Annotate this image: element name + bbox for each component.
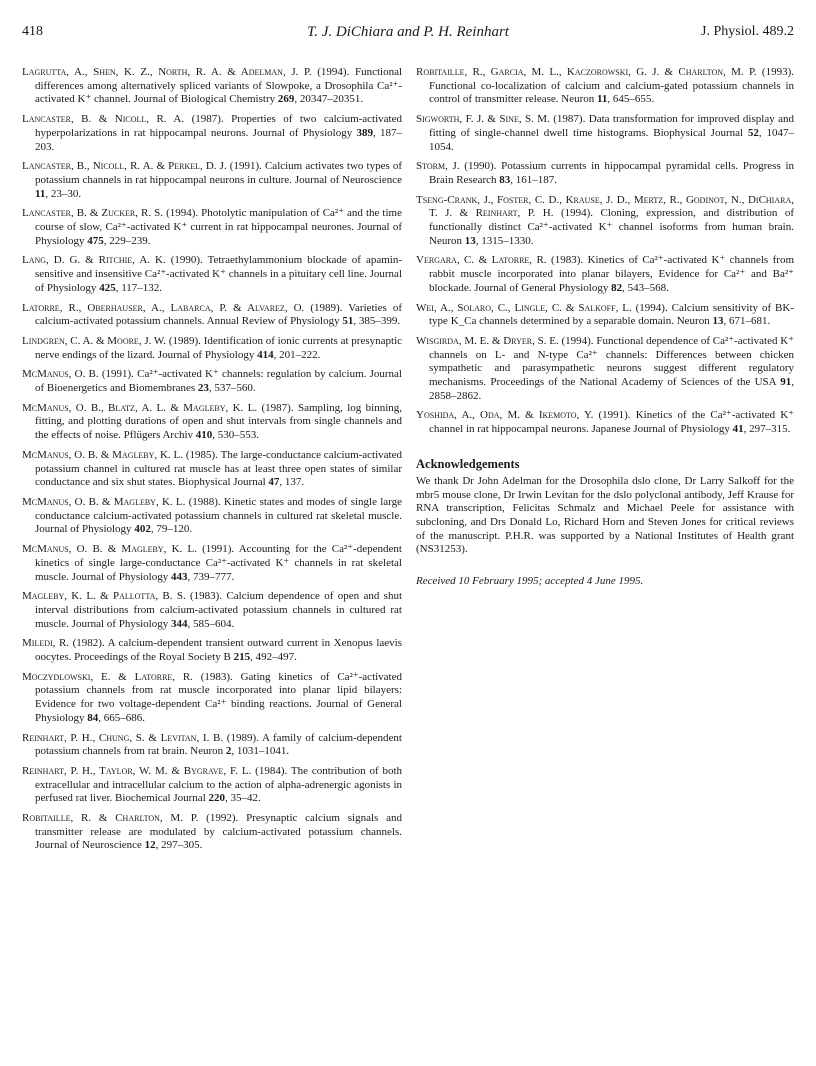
reference-pages: , 161–187. bbox=[510, 173, 557, 186]
reference-pages: , 739–777. bbox=[187, 570, 235, 583]
references-left-column bbox=[22, 66, 402, 859]
reference-entry bbox=[416, 160, 794, 187]
reference-pages: , 665–686. bbox=[98, 711, 146, 724]
references-right-list bbox=[416, 66, 794, 437]
reference-authors: McManus, O. B., Blatz, A. L. & Magleby, K. L. (1987). bbox=[22, 401, 294, 414]
reference-volume: 47 bbox=[268, 476, 280, 489]
reference-volume: 13 bbox=[464, 234, 476, 247]
reference-entry bbox=[22, 207, 402, 248]
reference-authors: McManus, O. B. & Magleby, K. L. (1985). bbox=[22, 448, 218, 461]
reference-volume: 11 bbox=[35, 187, 46, 200]
reference-text: Functional differences among alternatively spliced variants of Slowpoke, a Drosophila Ca²⁺-activated K⁺ channel. Journal of Biological Chemistry bbox=[35, 66, 403, 106]
reference-volume: 13 bbox=[712, 315, 724, 328]
reference-text: Kinetic states and modes of single large conductance calcium-activated potassium channels in cultured rat skeletal muscle. Journal of Physiology bbox=[35, 495, 403, 536]
journal-citation: J. Physiol. 489.2 bbox=[701, 24, 794, 39]
reference-entry bbox=[416, 335, 794, 404]
reference-pages: , 297–315. bbox=[743, 423, 791, 436]
reference-volume: 23 bbox=[197, 382, 209, 395]
reference-volume: 220 bbox=[208, 792, 225, 805]
reference-text: The large-conductance calcium-activated potassium channel in cultured rat muscle has at least three open states of similar conductance and six shut states. Biophysical Journal bbox=[35, 448, 402, 489]
reference-entry bbox=[416, 113, 794, 154]
reference-pages: , 1315–1330. bbox=[475, 234, 534, 247]
reference-text: Functional co-localization of calcium and calcium-gated potassium channels in control of transmitter release. Neuron bbox=[429, 79, 794, 106]
reference-entry bbox=[22, 765, 402, 806]
acknowledgements-heading: Acknowledgements bbox=[416, 456, 520, 471]
reference-pages: , 187–203. bbox=[35, 126, 403, 153]
reference-entry bbox=[22, 671, 402, 726]
reference-volume: 389 bbox=[356, 126, 374, 139]
reference-text: Functional dependence of Ca²⁺-activated K⁺ channels on L- and N-type Ca²⁺ channels: Differences between chicken sympathetic and parasympathetic neurons suggest different regulatory mechanisms. Proceedings of the National Academy of Sciences of the USA bbox=[429, 334, 795, 389]
reference-authors: McManus, O. B. (1991). bbox=[22, 368, 134, 381]
reference-volume: 215 bbox=[233, 651, 251, 664]
reference-pages: , 530–553. bbox=[212, 429, 260, 442]
reference-pages: , 585–604. bbox=[187, 617, 235, 630]
reference-pages: , 20347–20351. bbox=[294, 93, 364, 106]
reference-text: Cloning, expression, and distribution of functionally distinct Ca²⁺-activated K⁺ channel isoforms from human brain. Neuron bbox=[429, 207, 795, 247]
reference-authors: Moczydlowski, E. & Latorre, R. (1983). bbox=[22, 670, 233, 683]
reference-entry bbox=[416, 302, 794, 329]
reference-authors: Tseng-Crank, J., Foster, C. D., Krause, J. D., Mertz, R., Godinot, N., DiChiara, T. J. & Reinhart, P. H. (1994). bbox=[416, 193, 794, 220]
page-header bbox=[22, 24, 794, 44]
reference-pages: , 1047–1054. bbox=[429, 126, 795, 153]
reference-text: Calcium activates two types of potassium channels in rat hippocampal neurons in culture. Journal of Neuroscience bbox=[35, 160, 403, 186]
reference-pages: , 492–497. bbox=[250, 651, 297, 664]
reference-text: The contribution of both extracellular and intracellular calcium to the action of alpha-adrenergic agonists in perfused rat liver. Biochemical Journal bbox=[35, 764, 403, 805]
reference-volume: 402 bbox=[134, 523, 151, 536]
reference-pages: , 23–30. bbox=[45, 187, 82, 200]
reference-entry bbox=[22, 732, 402, 759]
reference-volume: 443 bbox=[170, 570, 188, 583]
reference-pages: , 1031–1041. bbox=[231, 745, 290, 758]
reference-pages: , 2858–2862. bbox=[429, 376, 795, 402]
reference-volume: 41 bbox=[732, 423, 744, 436]
reference-volume: 84 bbox=[87, 711, 99, 724]
reference-authors: Latorre, R., Oberhauser, A., Labarca, P. & Alvarez, O. (1989). bbox=[22, 301, 343, 314]
reference-text: Photolytic manipulation of Ca²⁺ and the time course of slow, Ca²⁺-activated K⁺ current in rat hippocampal neurones. Journal of Physiology bbox=[35, 207, 402, 247]
reference-authors: Miledi, R. (1982). bbox=[22, 637, 105, 650]
reference-authors: Reinhart, P. H., Taylor, W. M. & Bygrave, F. L. (1984). bbox=[22, 764, 288, 777]
reference-pages: , 201–222. bbox=[273, 348, 321, 361]
received-dates: Received 10 February 1995; accepted 4 June 1995. bbox=[416, 575, 644, 588]
page-number: 418 bbox=[22, 24, 43, 39]
running-head-authors: T. J. DiChiara and P. H. Reinhart bbox=[307, 24, 509, 40]
reference-text: Ca²⁺-activated K⁺ channels: regulation by calcium. Journal of Bioenergetics and Biomembranes bbox=[35, 368, 402, 395]
reference-authors: Robitaille, R. & Charlton, M. P. (1992). bbox=[22, 812, 239, 825]
reference-text: Sampling, log binning, fitting, and plotting durations of open and shut intervals from single channels and the effects of noise. Pflügers Archiv bbox=[35, 401, 403, 442]
reference-entry bbox=[22, 254, 402, 295]
reference-volume: 475 bbox=[87, 234, 104, 247]
reference-volume: 82 bbox=[611, 281, 623, 294]
reference-authors: Lancaster, B., Nicoll, R. A. & Perkel, D. J. (1991). bbox=[22, 160, 262, 173]
reference-authors: Lancaster, B. & Nicoll, R. A. (1987). bbox=[22, 113, 224, 126]
reference-pages: , 137. bbox=[279, 476, 305, 489]
reference-pages: , 117–132. bbox=[115, 281, 163, 294]
reference-authors: Sigworth, F. J. & Sine, S. M. (1987). bbox=[416, 113, 586, 126]
reference-authors: Yoshida, A., Oda, M. & Ikemoto, Y. (1991). bbox=[416, 409, 631, 422]
reference-entry bbox=[22, 113, 402, 154]
reference-authors: Wei, A., Solaro, C., Lingle, C. & Salkoff, L. (1994). bbox=[416, 301, 668, 314]
reference-authors: Vergara, C. & Latorre, R. (1983). bbox=[416, 254, 584, 267]
reference-pages: , 297–305. bbox=[155, 839, 203, 852]
reference-volume: 12 bbox=[144, 839, 156, 852]
reference-volume: 269 bbox=[277, 93, 295, 106]
reference-entry bbox=[22, 335, 402, 362]
reference-text: Presynaptic calcium signals and transmitter release are modulated by calcium-activated potassium channels. Journal of Neuroscience bbox=[35, 812, 402, 852]
reference-authors: McManus, O. B. & Magleby, K. L. (1991). bbox=[22, 543, 235, 556]
reference-pages: , 537–560. bbox=[208, 382, 256, 395]
reference-text: Potassium currents in hippocampal pyramidal cells. Progress in Brain Research bbox=[429, 160, 794, 186]
reference-entry bbox=[22, 543, 402, 584]
reference-entry bbox=[416, 254, 794, 295]
reference-text: Identification of ionic currents at presynaptic nerve endings of the lizard. Journal of Physiology bbox=[35, 334, 403, 361]
reference-pages: , 229–239. bbox=[103, 234, 151, 247]
reference-authors: McManus, O. B. & Magleby, K. L. (1988). bbox=[22, 495, 221, 508]
reference-text: A calcium-dependent transient outward current in Xenopus laevis oocytes. Proceedings of the Royal Society B bbox=[35, 637, 402, 664]
reference-authors: Reinhart, P. H., Chung, S. & Levitan, I. B. (1989). bbox=[22, 731, 259, 744]
reference-authors: Lancaster, B. & Zucker, R. S. (1994). bbox=[22, 207, 199, 220]
reference-entry bbox=[22, 812, 402, 853]
reference-text: Properties of two calcium-activated hyperpolarizations in rat hippocampal neurons. Journal of Physiology bbox=[35, 113, 402, 139]
reference-volume: 2 bbox=[225, 745, 232, 758]
reference-volume: 83 bbox=[499, 173, 511, 186]
reference-text: Tetraethylammonium blockade of apamin-sensitive and insensitive Ca²⁺-activated K⁺ channels in a pituitary cell line. Journal of Physiology bbox=[35, 254, 402, 294]
reference-volume: 52 bbox=[747, 126, 759, 139]
reference-text: Gating kinetics of Ca²⁺-activated potassium channels from rat muscle incorporated into planar lipid bilayers: Evidence for two voltage-dependent Ca²⁺ binding reactions. Journal of General Physiology bbox=[35, 670, 402, 724]
reference-text: Varieties of calcium-activated potassium channels. Annual Review of Physiology bbox=[35, 301, 402, 328]
reference-volume: 414 bbox=[257, 348, 274, 361]
reference-authors: Wisgirda, M. E. & Dryer, S. E. (1994). bbox=[416, 334, 594, 347]
reference-text: Data transformation for improved display and fitting of single-channel dwell time histograms. Biophysical Journal bbox=[429, 113, 795, 139]
reference-entry bbox=[416, 66, 794, 107]
reference-entry bbox=[22, 590, 402, 631]
reference-entry bbox=[22, 496, 402, 537]
reference-authors: Storm, J. (1990). bbox=[416, 160, 497, 173]
reference-text: Calcium dependence of open and shut interval distributions from calcium-activated potassium channels in cultured rat muscle. Journal of Physiology bbox=[35, 590, 403, 630]
reference-pages: , 671–681. bbox=[723, 315, 771, 328]
reference-entry bbox=[22, 402, 402, 443]
reference-volume: 425 bbox=[99, 281, 116, 294]
acknowledgements-body: We thank Dr John Adelman for the Drosophila dslo clone, Dr Larry Salkoff for the mbr5 mouse clone, Dr Irwin Levitan for the dslo polyclonal antibody, Jeff Krause for RNA transcription, Felicitas Schmalz and Michael Peele for assistance with subcloning, and Drs Donald Lo, Richard Horn and Steven Jones for critical reviews of the manuscript. P.H.R. was supported by a National Institutes of Health grant (NS31253). bbox=[416, 474, 794, 556]
reference-authors: Lagrutta, A., Shen, K. Z., North, R. A. & Adelman, J. P. (1994). bbox=[22, 66, 350, 78]
reference-pages: , 385–399. bbox=[353, 315, 401, 328]
reference-authors: Robitaille, R., Garcia, M. L., Kaczorowski, G. J. & Charlton, M. P. (1993). bbox=[416, 66, 794, 78]
reference-authors: Lindgren, C. A. & Moore, J. W. (1989). bbox=[22, 334, 201, 347]
reference-pages: , 543–568. bbox=[622, 281, 669, 294]
reference-entry bbox=[22, 368, 402, 395]
reference-text: Calcium sensitivity of BK-type K_Ca channels determined by a separable domain. Neuron bbox=[429, 301, 794, 328]
reference-entry bbox=[416, 194, 794, 249]
reference-volume: 91 bbox=[780, 376, 792, 389]
reference-authors: Magleby, K. L. & Pallotta, B. S. (1983). bbox=[22, 590, 223, 603]
reference-pages: , 79–120. bbox=[150, 523, 193, 536]
references-right-column bbox=[416, 66, 794, 587]
reference-entry bbox=[22, 637, 402, 664]
reference-entry bbox=[22, 449, 402, 490]
reference-pages: , 645–655. bbox=[607, 93, 655, 106]
reference-text: Accounting for the Ca²⁺-dependent kinetics of single large-conductance Ca²⁺-activated K⁺ channels in rat skeletal muscle. Journal of Physiology bbox=[35, 543, 402, 583]
reference-volume: 51 bbox=[342, 315, 354, 328]
reference-volume: 410 bbox=[195, 429, 213, 442]
reference-text: Kinetics of Ca²⁺-activated K⁺ channels from rabbit muscle incorporated into planar bilayers, Evidence for Ca²⁺ and Ba²⁺ blockade. Journal of General Physiology bbox=[429, 254, 795, 294]
reference-authors: Lang, D. G. & Ritchie, A. K. (1990). bbox=[22, 254, 203, 267]
reference-text: Kinetics of the Ca²⁺-activated K⁺ channel in rat hippocampal neurons. Japanese Journal of Physiology bbox=[429, 409, 795, 436]
reference-volume: 344 bbox=[170, 617, 188, 630]
reference-text: A family of calcium-dependent potassium channels from rat brain. Neuron bbox=[35, 731, 402, 758]
reference-entry bbox=[22, 302, 402, 329]
reference-entry bbox=[416, 409, 794, 436]
reference-volume: 11 bbox=[597, 93, 608, 106]
reference-entry bbox=[22, 160, 402, 201]
reference-pages: , 35–42. bbox=[225, 792, 261, 805]
reference-entry bbox=[22, 66, 402, 107]
